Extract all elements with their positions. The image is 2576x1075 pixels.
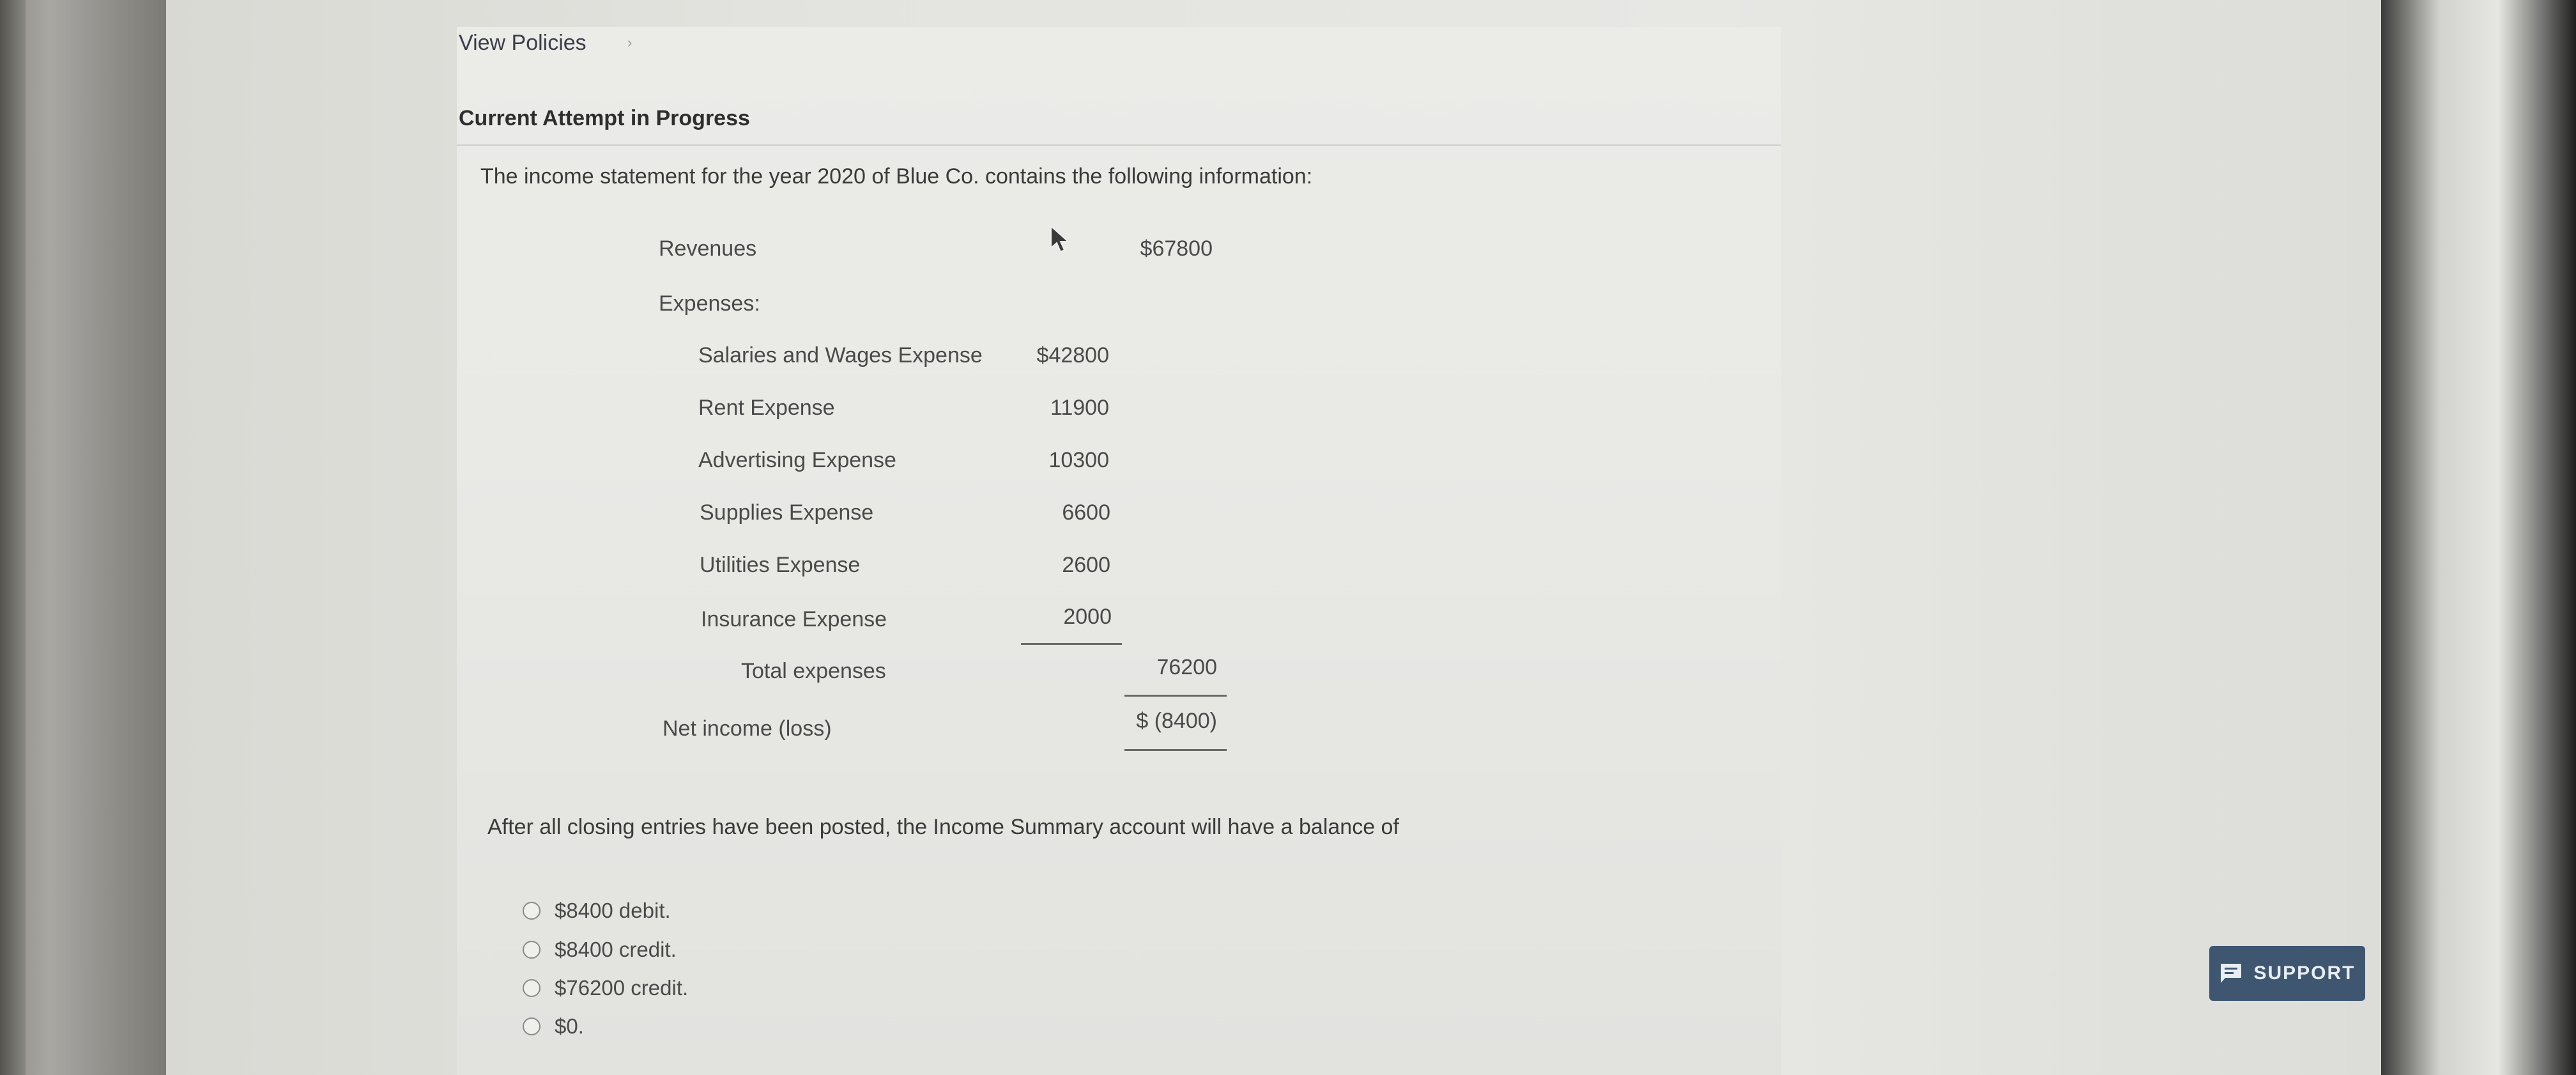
answer-option-label: $8400 credit. <box>555 938 677 961</box>
expense-label-advertising: Advertising Expense <box>698 448 896 472</box>
expense-value-advertising: 10300 <box>1048 448 1109 472</box>
answer-option-4[interactable] <box>523 1014 584 1039</box>
expense-label-salaries: Salaries and Wages Expense <box>698 343 983 367</box>
net-income-rule <box>1124 749 1227 751</box>
expense-label-insurance: Insurance Expense <box>701 607 887 631</box>
answer-option-1[interactable] <box>523 899 671 923</box>
support-button[interactable] <box>2209 946 2365 1001</box>
question-prompt: After all closing entries have been posted, the Income Summary account will have a balance of <box>487 815 1399 839</box>
expense-label-supplies: Supplies Expense <box>700 500 874 525</box>
header-divider <box>457 144 1781 146</box>
attempt-title: Current Attempt in Progress <box>459 106 750 130</box>
expense-label-utilities: Utilities Expense <box>700 553 861 577</box>
expenses-label: Expenses: <box>659 291 760 316</box>
answer-option-label: $0. <box>555 1014 584 1038</box>
net-income-value: $ (8400) <box>1136 709 1217 733</box>
answer-option-label: $76200 credit. <box>555 976 689 1000</box>
chat-bubble-icon <box>2219 963 2243 984</box>
radio-button[interactable] <box>523 902 540 920</box>
revenues-value: $67800 <box>1140 236 1213 261</box>
total-expenses-label: Total expenses <box>741 659 886 683</box>
expense-value-salaries: $42800 <box>1036 343 1109 367</box>
subtotal-rule <box>1021 643 1122 645</box>
answer-option-2[interactable] <box>523 938 677 962</box>
expense-value-insurance: 2000 <box>1063 605 1112 629</box>
radio-button[interactable] <box>523 979 540 997</box>
expense-value-supplies: 6600 <box>1062 500 1110 525</box>
support-label: SUPPORT <box>2253 963 2356 984</box>
expense-label-rent: Rent Expense <box>698 396 835 420</box>
revenues-label: Revenues <box>659 236 757 261</box>
total-expenses-value: 76200 <box>1156 655 1217 679</box>
net-income-label: Net income (loss) <box>663 716 832 741</box>
chevron-right-icon: › <box>627 35 632 50</box>
radio-button[interactable] <box>523 941 540 959</box>
expense-value-rent: 11900 <box>1050 396 1109 420</box>
view-policies-link[interactable]: View Policies <box>459 31 586 55</box>
answer-option-label: $8400 debit. <box>555 899 671 922</box>
total-rule <box>1124 695 1227 697</box>
question-intro: The income statement for the year 2020 of Blue Co. contains the following information: <box>480 164 1313 189</box>
answer-option-3[interactable] <box>523 976 688 1000</box>
monitor-bezel-left-edge <box>0 0 26 1075</box>
mouse-cursor-icon <box>1050 225 1071 254</box>
radio-button[interactable] <box>523 1017 540 1035</box>
monitor-bezel-right <box>2381 0 2576 1075</box>
expense-value-utilities: 2600 <box>1062 553 1110 577</box>
